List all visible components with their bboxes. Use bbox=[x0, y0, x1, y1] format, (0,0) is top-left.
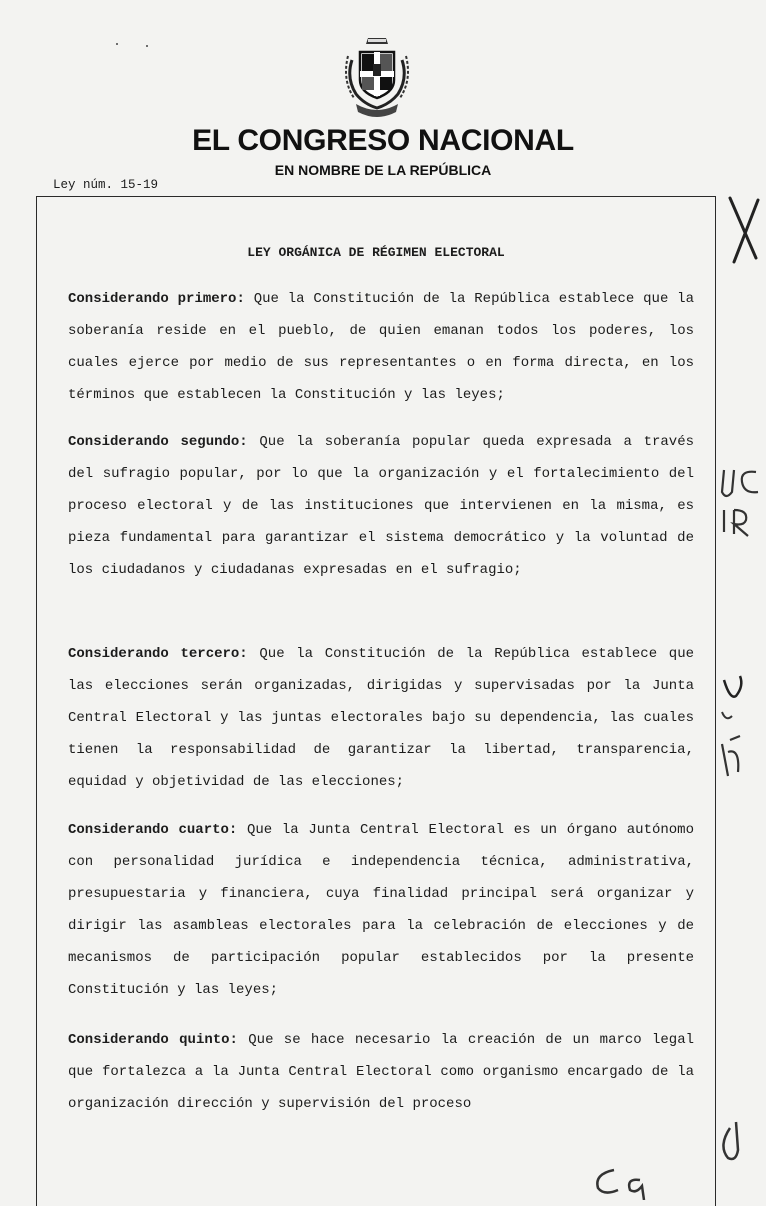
paragraph-text: Que la Junta Central Electoral es un órgano autónomo con personalidad jurídica e independencia técnica, administrativa, presupuestaria y financiera, cuya finalidad principal será organizar y dirigir las asambleas electorales para la celebración de elecciones y de mecanismos de participación popular establecidos por la presente Constitución y las leyes; bbox=[68, 822, 694, 998]
paragraph-text: Que la Constitución de la República establece que las elecciones serán organizadas, dirigidas y supervisadas por la Junta Central Electoral y las juntas electorales bajo su dependencia, las cuales tienen la responsabilidad de garantizar la libertad, transparencia, equidad y objetividad de las elecciones; bbox=[68, 646, 694, 790]
paragraph-lead: Considerando tercero: bbox=[68, 646, 248, 662]
paragraph-lead: Considerando segundo: bbox=[68, 434, 248, 450]
paragraph-lead: Considerando cuarto: bbox=[68, 822, 238, 838]
institution-heading: EL CONGRESO NACIONAL bbox=[192, 124, 574, 157]
paragraph-quinto bbox=[68, 1024, 694, 1120]
paragraph-text: Que se hace necesario la creación de un marco legal que fortalezca a la Junta Central Electoral como organismo encargado de la organización dirección y supervisión del proceso bbox=[68, 1032, 695, 1112]
document-title: LEY ORGÁNICA DE RÉGIMEN ELECTORAL bbox=[247, 245, 505, 260]
law-number: Ley núm. 15-19 bbox=[53, 178, 159, 192]
paragraph-lead: Considerando quinto: bbox=[68, 1032, 238, 1048]
paragraph-primero bbox=[68, 283, 694, 411]
paragraph-lead: Considerando primero: bbox=[68, 291, 245, 307]
paragraph-cuarto bbox=[68, 814, 694, 1006]
paragraph-tercero bbox=[68, 638, 694, 798]
paragraph-text: Que la Constitución de la República establece que la soberanía reside en el pueblo, de quien emanan todos los poderes, los cuales ejerce por medio de sus representantes o en forma directa, en los términos que establecen la Constitución y las leyes; bbox=[68, 291, 694, 403]
handwritten-margin-notes bbox=[700, 0, 766, 1200]
paragraph-segundo bbox=[68, 426, 694, 586]
handwritten-initials bbox=[588, 1164, 662, 1200]
institution-subtitle: EN NOMBRE DE LA REPÚBLICA bbox=[274, 162, 492, 178]
scan-speck bbox=[116, 43, 118, 45]
paragraph-text: Que la soberanía popular queda expresada a través del sufragio popular, por lo que la organización y el fortalecimiento del proceso electoral y de las instituciones que intervienen en la misma, es pieza fundamental para garantizar el sistema democrático y la voluntad de los ciudadanos y ciudadanas expresadas en el sufragio; bbox=[68, 434, 694, 578]
scan-speck bbox=[146, 45, 148, 47]
coat-of-arms-icon bbox=[338, 30, 416, 122]
